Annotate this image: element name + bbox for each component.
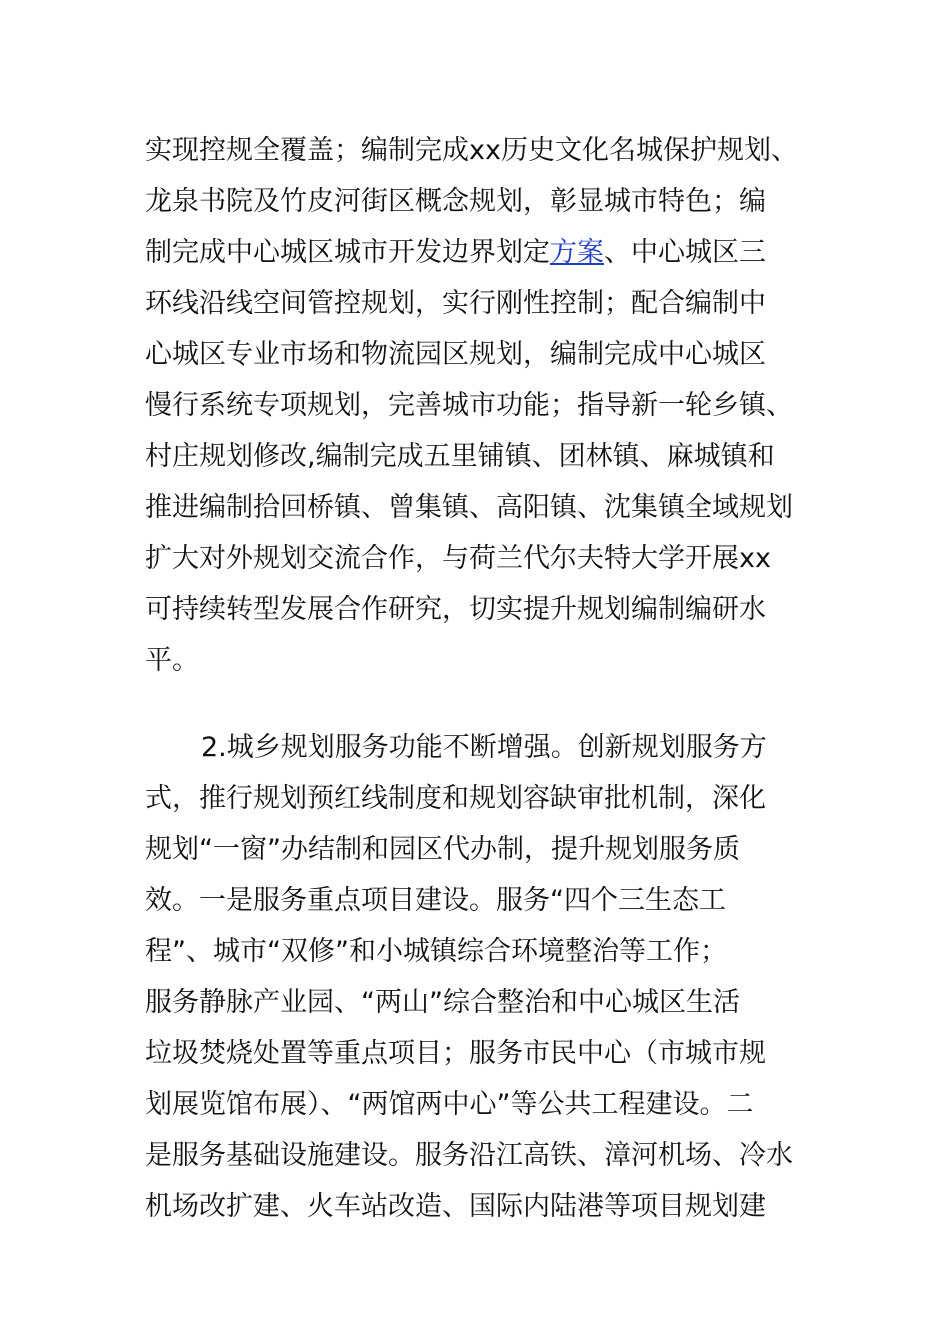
paragraph-line: 扩大对外规划交流合作，与荷兰代尔夫特大学开展xx [145, 543, 771, 574]
paragraph-line: 垃圾焚烧处置等重点项目；服务市民中心（市城市规 [145, 1038, 766, 1069]
paragraph-heading-line: 2.城乡规划服务功能不断增强。创新规划服务方 [201, 732, 767, 763]
paragraph-line: 式，推行规划预红线制度和规划容缺审批机制，深化 [145, 783, 766, 814]
line-text: 、中心城区三 [604, 237, 766, 268]
paragraph-line: 村庄规划修改,编制完成五里铺镇、团林镇、麻城镇和 [145, 441, 775, 472]
paragraph-line: 推进编制拾回桥镇、曾集镇、高阳镇、沈集镇全域规划 [145, 492, 793, 523]
paragraph-line: 环线沿线空间管控规划，实行刚性控制；配合编制中 [145, 288, 766, 319]
paragraph-line: 是服务基础设施建设。服务沿江高铁、漳河机场、冷水 [145, 1140, 793, 1171]
paragraph-line: 程”、城市“双修”和小城镇综合环境整治等工作； [145, 936, 727, 967]
paragraph-line: 规划“一窗”办结制和园区代办制，提升规划服务质 [145, 834, 740, 865]
paragraph-2 [145, 722, 810, 1232]
paragraph-line: 心城区专业市场和物流园区规划，编制完成中心城区 [145, 339, 766, 370]
paragraph-line: 龙泉书院及竹皮河街区概念规划，彰显城市特色；编 [145, 186, 766, 217]
paragraph-line: 划展览馆布展）、“两馆两中心”等公共工程建设。二 [145, 1089, 754, 1120]
paragraph-line: 效。一是服务重点项目建设。服务“四个三生态工 [145, 885, 726, 916]
paragraph-1 [145, 125, 810, 686]
fangan-link[interactable]: 方案 [550, 237, 604, 268]
paragraph-line [145, 227, 810, 278]
paragraph-line: 平。 [145, 645, 199, 676]
line-text: 制完成中心城区城市开发边界划定 [145, 237, 550, 268]
paragraph-line: 机场改扩建、火车站改造、国际内陆港等项目规划建 [145, 1191, 766, 1222]
paragraph-line: 可持续转型发展合作研究，切实提升规划编制编研水 [145, 594, 766, 625]
paragraph-line: 实现控规全覆盖；编制完成xx历史文化名城保护规划、 [145, 135, 798, 166]
paragraph-line: 服务静脉产业园、“两山”综合整治和中心城区生活 [145, 987, 740, 1018]
paragraph-line: 慢行系统专项规划，完善城市功能；指导新一轮乡镇、 [145, 390, 793, 421]
